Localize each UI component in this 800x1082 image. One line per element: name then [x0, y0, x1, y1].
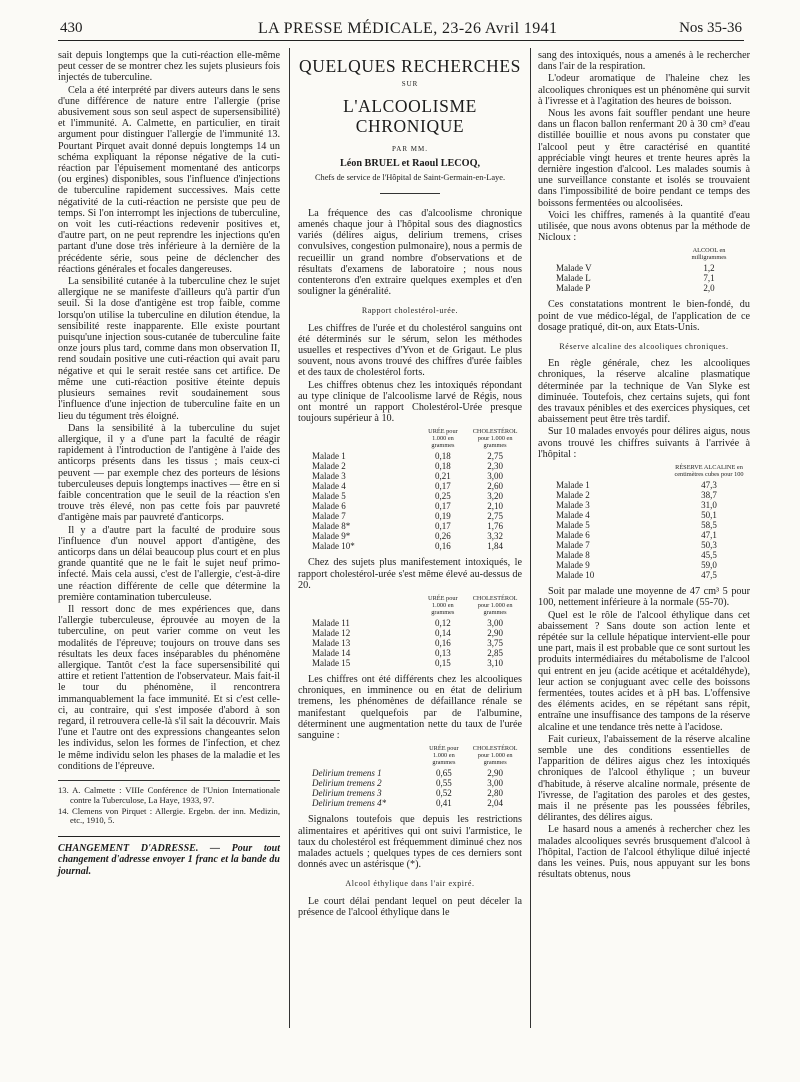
row-label: Malade 7	[556, 540, 590, 551]
paragraph: Les chiffres de l'urée et du cholestérol sanguins ont été déterminés sur le sérum, selon les méthodes usuelles et respectives d'Yvon et de Grigaut. Le plus souvent, nous avons trouvé des chiffres d'urée faibles et des taux de cholestérol forts.	[298, 322, 522, 379]
cell-chol: 2,04	[487, 798, 504, 809]
paragraph: L'odeur aromatique de l'haleine chez les alcooliques chroniques est un phénomène qui survit à l'ivresse et à l'agitation des heures de boisson.	[538, 73, 750, 107]
cell-uree: 0,18	[435, 461, 451, 472]
cell-uree: 0,14	[434, 628, 451, 639]
row-label: Malade 1	[556, 480, 590, 491]
row-label: Malade 7	[312, 511, 346, 522]
table-row	[308, 461, 522, 471]
cell-chol: 2,90	[487, 768, 504, 779]
table-row	[552, 570, 748, 580]
table-row	[552, 263, 738, 273]
column-header-cholesterol: CHOLESTÉROL pour 1.000 en grammes	[472, 745, 518, 767]
row-label: Malade 3	[312, 471, 346, 482]
notice-text: CHANGEMENT D'ADRESSE. — Pour tout changement d'adresse envoyer 1 franc et la bande du journal.	[58, 843, 280, 877]
table-row	[308, 618, 522, 628]
cell-val: 50,3	[701, 540, 717, 551]
table-row	[308, 638, 522, 648]
table-row	[308, 648, 522, 658]
table-row	[552, 560, 748, 570]
cell-val: 58,5	[701, 520, 717, 531]
cell-uree: 0,16	[435, 541, 451, 552]
row-label: Malade 6	[312, 501, 346, 512]
column-header-cholesterol: CHOLESTÉROL pour 1.000 en grammes	[472, 428, 518, 450]
paragraph: Sur 10 malades envoyés pour délires aigus, nous avons trouvé les chiffres suivants à l'arrivée à l'hôpital :	[538, 426, 750, 460]
article-title-line1: QUELQUES RECHERCHES	[299, 56, 521, 76]
page-number: 430	[60, 20, 83, 36]
cell-val: 45,5	[701, 550, 717, 561]
cell-uree: 0,13	[434, 648, 451, 659]
row-label: Malade 2	[556, 490, 590, 501]
article-title-line2: L'ALCOOLISME CHRONIQUE	[343, 96, 477, 137]
table-row	[552, 273, 738, 283]
cell-val: 2,0	[703, 283, 715, 294]
table-row	[552, 520, 748, 530]
paragraph: Il ressort donc de mes expériences que, dans l'allergie tuberculeuse, éprouvée au moyen de la tuberculine, on peut varier comme on veut les modalités de l'épreuve; toujours on trouve dans ses résultats les deux faces inséparables du phénomène allergique. Tantôt c'est la face supersensibilité qui attire et retient l'attention de l'observateur. Mais fait-il le tour du phénomène, il rencontrera immanquablement la face immunité. Et si c'est celle-ci, au contraire, qui s'est imposée d'abord à son regard, il retrouvera celle-là s'il sait la découvrir. Mais l'une et l'autre ont des expressions changeantes selon les individus, selon les formes de l'infection, et chez le même individu selon les phases de la maladie et les conditions de l'épreuve.	[58, 603, 280, 772]
cell-uree: 0,18	[435, 451, 451, 462]
row-label: Malade 1	[312, 451, 346, 462]
row-label: Delirium tremens 1	[312, 768, 382, 779]
paragraph: Les chiffres ont été différents chez les alcooliques chroniques, en imminence ou en état de delirium tremens, les phénomènes de défaillance rénale se manifestant quelquefois par de l'albumine, déterminent une augmentation nette du taux de l'urée sanguine :	[298, 674, 522, 742]
table-row	[308, 491, 522, 501]
cell-chol: 3,20	[487, 491, 503, 502]
section-heading: Réserve alcaline des alcooliques chroniques.	[559, 342, 729, 352]
article-par: PAR MM.	[392, 145, 428, 154]
table-row	[308, 658, 522, 668]
column-rule-left	[289, 48, 290, 1028]
table-row	[552, 500, 748, 510]
running-header	[58, 18, 744, 41]
cell-uree: 0,16	[434, 638, 451, 649]
paragraph: Voici les chiffres, ramenés à la quantité d'eau utilisée, que nous avons obtenus par la méthode de Nicloux :	[538, 209, 750, 244]
column-header-uree: URÉE pour 1.000 en grammes	[428, 595, 458, 617]
table-row	[552, 283, 738, 293]
row-label: Malade 3	[556, 500, 590, 511]
row-label: Malade 12	[312, 628, 351, 639]
paragraph: Signalons toutefois que depuis les restrictions alimentaires et apéritives qui ont suivi l'armistice, le taux du cholestérol est fréquemment diminué chez nos malades actuels ; quelques types de ces derniers sont donnés avec un astérisque (*).	[298, 814, 522, 871]
table-row	[308, 511, 522, 521]
table-row	[308, 471, 522, 481]
column-header-uree: URÉE pour 1.000 en grammes	[428, 428, 458, 450]
row-label: Malade V	[556, 263, 592, 274]
article-authors: Léon BRUEL et Raoul LECOQ,	[339, 158, 481, 170]
row-label: Malade 15	[312, 658, 351, 669]
journal-title: LA PRESSE MÉDICALE, 23-26 Avril 1941	[258, 20, 558, 37]
row-label: Malade 14	[312, 648, 351, 659]
cell-val: 59,0	[701, 560, 717, 571]
column-header-reserve: RÉSERVE ALCALINE en centimètres cubes pour 100	[674, 464, 744, 479]
cell-chol: 2,75	[487, 451, 503, 462]
cell-chol: 2,75	[487, 511, 503, 522]
cell-val: 50,1	[701, 510, 717, 521]
cell-val: 38,7	[701, 490, 717, 501]
row-label: Malade 5	[312, 491, 346, 502]
row-label: Malade 4	[312, 481, 346, 492]
paragraph: Quel est le rôle de l'alcool éthylique dans cet abaissement ? Sans doute son action lente et répétée sur la cellule hépatique intervient-elle pour une part, mais il est probable que ce sont surtout les produits intermédiaires du métabolisme de l'alcool qui entrent en jeu (acide acétique et acétaldéhyde), leur action se conjuguant avec celle des boissons fermentées, toutes acides et à pH bas. L'offensive des éléments acides, en se répétant sans répit, entraîne une insuffisance des tampons de la réserve alcaline et une tendance très nette à l'acidose.	[538, 609, 750, 733]
table-row	[552, 540, 748, 550]
row-label: Malade 9*	[312, 531, 351, 542]
table-uree-cholesterol-2	[308, 595, 522, 668]
cell-uree: 0,15	[434, 658, 451, 669]
cell-chol: 3,32	[487, 531, 503, 542]
table-row	[308, 531, 522, 541]
table-row	[308, 451, 522, 461]
paragraph: Fait curieux, l'abaissement de la réserve alcaline semble une des conditions essentielles de l'apparition de délires aigus chez les intoxiqués chroniques de l'alcool éthylique ; un buveur d'habitude, à réserve alcaline normale, présente de l'ivresse, de l'agitation des paroles et des gestes, mais il ne présente pas les poussées fébriles, délirantes, des délires aigus.	[538, 733, 750, 824]
issue-number: Nos 35-36	[679, 20, 742, 36]
table-row	[552, 510, 748, 520]
table-uree-cholesterol-1	[308, 428, 522, 551]
footnote: 13. A. Calmette : VIIIe Conférence de l'Union Internationale contre la Tuberculose, La Haye, 1933, 97.	[58, 785, 280, 805]
paragraph: Le hasard nous a amenés à rechercher chez les malades alcooliques sevrés brusquement d'alcool à l'hôpital, l'action de l'alcool éthylique dilué injecté dans les veines. Puis, nous appuyant sur les bons résultats obtenus, nous	[538, 824, 750, 881]
table-row	[308, 541, 522, 551]
table-row	[308, 521, 522, 531]
intro-paragraph: La fréquence des cas d'alcoolisme chronique amenés chaque jour à l'hôpital sous des diagnostics variés (délires aigus, delirium tremens, crises convulsives, congestion pulmonaire), nous a permis de recueillir un grand nombre d'observations et de résultats d'examens de laboratoire ; nous nous contenterons d'en extraire quelques exemples et d'en souligner la généralité.	[298, 207, 522, 298]
row-label: Malade 2	[312, 461, 346, 472]
cell-chol: 1,84	[487, 541, 503, 552]
paragraph: Chez des sujets plus manifestement intoxiqués, le rapport cholestérol-urée s'est même élevé au-dessus de 20.	[298, 557, 522, 591]
row-label: Malade 10*	[312, 541, 355, 552]
article-affiliation: Chefs de service de l'Hôpital de Saint-Germain-en-Laye.	[314, 172, 506, 182]
table-row	[308, 768, 522, 778]
table-row	[552, 480, 748, 490]
table-row	[308, 778, 522, 788]
cell-uree: 0,65	[436, 768, 452, 779]
row-label: Malade 11	[312, 618, 350, 629]
row-label: Delirium tremens 2	[312, 778, 382, 789]
row-label: Malade 4	[556, 510, 590, 521]
row-label: Malade 8	[556, 550, 590, 561]
table-reserve-alcaline	[552, 464, 748, 580]
cell-val: 47,1	[701, 530, 717, 541]
section-heading: Rapport cholestérol-urée.	[361, 306, 459, 316]
column-header-cholesterol: CHOLESTÉROL pour 1.000 en grammes	[472, 595, 518, 617]
cell-chol: 1,76	[487, 521, 503, 532]
section-heading: Alcool éthylique dans l'air expiré.	[345, 879, 475, 889]
table-row	[552, 550, 748, 560]
paragraph: Les chiffres obtenus chez les intoxiqués répondant au type clinique de l'alcoolisme larvé de Régis, nous ont montré un rapport Cholestérol-Urée presque toujours supérieur à 10.	[298, 379, 522, 425]
table-row	[552, 530, 748, 540]
column-header-alcool: ALCOOL en milligrammes	[691, 247, 727, 262]
column-header-uree: URÉE pour 1.000 en grammes	[429, 745, 459, 767]
cell-chol: 3,00	[487, 618, 503, 629]
table-row	[308, 798, 522, 808]
cell-uree: 0,17	[435, 521, 451, 532]
table-row	[308, 628, 522, 638]
cell-uree: 0,12	[434, 618, 451, 629]
paragraph: La sensibilité cutanée à la tuberculine chez le sujet allergique ne se manifeste d'ailleurs qu'à partir d'un seuil. Si la dose d'antigène est trop faible, comme lorsqu'on utilise la tuberculine en dilution étendue, la sensibilité reste inapparente. Elle existe pourtant puisqu'une injection sous-cutanée de tuberculine faite onze jours plus tard, comme dans mon observation II, rend soudain positive une cuti-réaction qui avait paru négative et qui le serait restée sans cet artifice. De même une cuti-réaction positive éteinte depuis plusieurs semaines revit soudainement sous l'influence d'une injection de tuberculine faite en un lieu du tégument très éloigné.	[58, 276, 280, 422]
row-label: Delirium tremens 4*	[312, 798, 387, 809]
cell-chol: 2,60	[487, 481, 503, 492]
cell-chol: 2,85	[487, 648, 503, 659]
cell-uree: 0,17	[435, 481, 451, 492]
table-row	[308, 481, 522, 491]
paragraph: Le court délai pendant lequel on peut déceler la présence de l'alcool éthylique dans le	[298, 895, 522, 918]
column-rule-right	[530, 48, 531, 1028]
cell-chol: 3,75	[487, 638, 503, 649]
title-divider	[380, 193, 440, 194]
paragraph: Soit par malade une moyenne de 47 cm³ 5 pour 100, nettement inférieure à la normale (55-70).	[538, 586, 750, 609]
cell-uree: 0,26	[435, 531, 451, 542]
cell-val: 47,3	[701, 480, 717, 491]
footnotes	[58, 780, 280, 826]
row-label: Malade 9	[556, 560, 590, 571]
column-1	[58, 50, 280, 877]
address-change-notice	[58, 836, 280, 877]
paragraph: Cela a été interprété par divers auteurs dans le sens d'une différence de nature entre l'allergie (prise abusivement sous son seul aspect de supersensibilité) et l'immunité. A. Calmette, en particulier, en tirait argument pour distinguer l'allergie de l'immunité 13. Pourtant Pirquet avait donné depuis longtemps 14 un schéma expliquant la réponse négative de la cuti-réaction par l'épuisement momentané des anticorps (ou ergines) disponibles, sous l'influence d'injections de tuberculine rapidement successives. Mais cette négativité de la cuti-réaction ne persiste que peu de temps. Si l'on interrompt les injections de tuberculine, on voit les cuti-réactions redevenir positives et, d'autre part, on ne peut reprendre les injections qu'en partant d'une dose très inférieure à la dernière de la précédente série, sous peine de déclencher des réactions générales et focales dangereuses.	[58, 84, 280, 275]
paragraph: sait depuis longtemps que la cuti-réaction elle-même peut cesser de se montrer chez les sujets plusieurs fois injectés de tuberculine.	[58, 50, 280, 84]
cell-uree: 0,55	[436, 778, 452, 789]
cell-uree: 0,17	[435, 501, 451, 512]
cell-val: 31,0	[701, 500, 717, 511]
paragraph: sang des intoxiqués, nous a amenés à le rechercher dans l'air de la respiration.	[538, 50, 750, 73]
cell-chol: 2,90	[487, 628, 503, 639]
row-label: Malade P	[556, 283, 591, 294]
row-label: Malade 6	[556, 530, 590, 541]
cell-uree: 0,19	[435, 511, 451, 522]
table-row	[308, 501, 522, 511]
table-delirium-tremens	[308, 745, 522, 808]
row-label: Malade 8*	[312, 521, 351, 532]
paragraph: Il y a d'autre part la faculté de produire sous l'influence d'un nouvel apport d'antigène, des anticorps dans un délai beaucoup plus court et en plus grande quantité que ne le fait le sujet neuf primo-infecté. Mais cela aussi, c'est de l'allergie, c'est-à-dire une réaction différente de celle que détermine la première contamination tuberculeuse.	[58, 524, 280, 603]
article-title-sur: SUR	[401, 80, 419, 88]
cell-chol: 2,80	[487, 788, 504, 799]
paragraph: Ces constatations montrent le bien-fondé, du point de vue médico-légal, de l'application de ce dosage pratiqué, dit-on, aux Etats-Unis.	[538, 299, 750, 333]
cell-chol: 2,30	[487, 461, 503, 472]
cell-val: 47,5	[701, 570, 717, 581]
cell-chol: 3,10	[487, 658, 503, 669]
paragraph: Dans la sensibilité à la tuberculine du sujet allergique, il y a d'une part la faculté de réagir rapidement à l'introduction de l'antigène à l'aide des anticorps présents dans les tissus ; mais ceux-ci peuvent — par exemple chez des porteurs de lésions tuberculeuses depuis longtemps inactives — être en si faible concentration que le seuil de la réaction s'en trouve très élevé, non pas cette fois par pauvreté d'antigène mais par pauvreté d'anticorps.	[58, 422, 280, 524]
footnote: 14. Clemens von Pirquet : Allergie. Ergebn. der inn. Medizin, etc., 1910, 5.	[58, 805, 280, 826]
column-2	[298, 50, 522, 918]
paragraph: En règle générale, chez les alcooliques chroniques, la réserve alcaline plasmatique déterminée par la technique de Van Slyke est diminuée. Toutefois, chez certains sujets, qui font des travaux pénibles et des exercices physiques, cet abaissement peut être très tardif.	[538, 358, 750, 426]
table-alcool-expire	[552, 247, 738, 293]
row-label: Delirium tremens 3	[312, 788, 382, 799]
paragraph: Nous les avons fait souffler pendant une heure dans un flacon ballon renfermant 20 à 30 cm³ d'eau distillée bouillie et nous avons pu constater que l'alcool peut y être caractérisé en quantité appréciable vingt heures et trente heures après la dernière ingestion d'alcool. Les malades soumis à une surveillance constante et isolés se trouvaient dans l'impossibilité de boire pendant ce temps des boissons fermentées ou alcoolisées.	[538, 108, 750, 209]
cell-chol: 2,10	[487, 501, 503, 512]
row-label: Malade 13	[312, 638, 351, 649]
cell-uree: 0,21	[435, 471, 451, 482]
cell-uree: 0,52	[436, 788, 452, 799]
cell-uree: 0,25	[435, 491, 451, 502]
cell-val: 7,1	[703, 273, 715, 284]
cell-chol: 3,00	[487, 471, 503, 482]
column-3	[538, 50, 750, 880]
cell-val: 1,2	[703, 263, 715, 274]
row-label: Malade 10	[556, 570, 595, 581]
cell-chol: 3,00	[487, 778, 504, 789]
table-row	[308, 788, 522, 798]
table-row	[552, 490, 748, 500]
row-label: Malade 5	[556, 520, 590, 531]
row-label: Malade L	[556, 273, 591, 284]
cell-uree: 0,41	[436, 798, 452, 809]
